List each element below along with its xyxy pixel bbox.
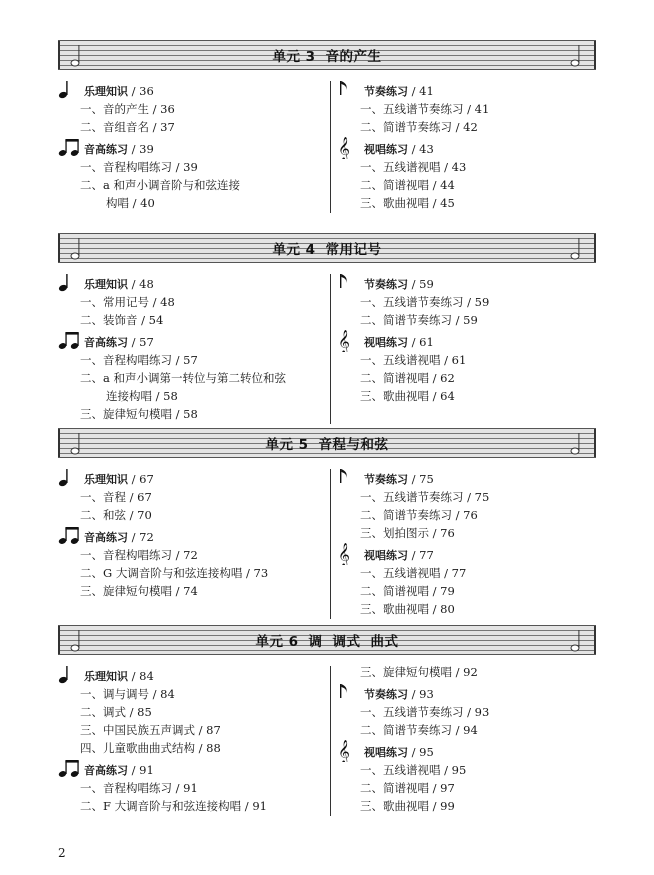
section-heading [338, 136, 596, 158]
unit-title-part: 单元 5 [265, 437, 309, 453]
section-page: / 84 [131, 669, 154, 683]
column-divider [330, 666, 331, 816]
toc-entry: 一、调与调号 / 84 [80, 687, 175, 701]
section-name: 乐理知识 [84, 473, 128, 486]
section-heading [58, 271, 324, 293]
section-heading [338, 739, 596, 761]
section-page: / 91 [131, 763, 154, 777]
toc-entry: 二、G 大调音阶与和弦连接构唱 / 73 [80, 566, 269, 580]
toc-entry: 一、五线谱节奏练习 / 93 [360, 705, 490, 719]
eighth-note-icon [338, 682, 352, 706]
unit-title-part: 音程与和弦 [318, 437, 389, 453]
section-heading [338, 542, 596, 564]
beamed-notes-icon [58, 758, 80, 782]
section-name: 乐理知识 [84, 670, 128, 683]
section-page: / 77 [411, 548, 434, 562]
section-page: / 72 [131, 530, 154, 544]
svg-text:𝄞: 𝄞 [338, 137, 350, 159]
section-page: / 95 [411, 745, 434, 759]
unit-banner [58, 625, 596, 655]
unit-title [58, 238, 596, 258]
unit-title-part: 调 [308, 634, 323, 650]
toc-entry: 一、五线谱节奏练习 / 41 [360, 102, 490, 116]
right-column [338, 78, 596, 212]
svg-text:𝄞: 𝄞 [338, 740, 350, 762]
section-page: / 59 [411, 277, 434, 291]
section-name: 视唱练习 [364, 549, 408, 562]
section-name: 音高练习 [84, 336, 128, 349]
unit-title-part: 单元 6 [255, 634, 299, 650]
toc-entry: 三、旋律短句模唱 / 74 [80, 584, 198, 598]
toc-entry: 二、音组音名 / 37 [80, 120, 175, 134]
toc-entry: 一、音程构唱练习 / 39 [80, 160, 198, 174]
beamed-notes-icon [58, 330, 80, 354]
unit-block [58, 625, 596, 815]
toc-entry: 一、音程构唱练习 / 72 [80, 548, 198, 562]
toc-entry: 三、旋律短句模唱 / 58 [80, 407, 198, 421]
section-name: 乐理知识 [84, 278, 128, 291]
unit-title-part: 单元 3 [272, 49, 316, 65]
section-heading [58, 663, 324, 685]
treble-clef-icon [338, 543, 352, 569]
section-heading [338, 466, 596, 488]
section-page: / 48 [131, 277, 154, 291]
toc-entry: 一、五线谱视唱 / 95 [360, 763, 467, 777]
toc-entry: 三、歌曲视唱 / 45 [360, 196, 455, 210]
toc-entry: 四、儿童歌曲曲式结构 / 88 [80, 741, 221, 755]
section-heading [58, 136, 324, 158]
toc-entry: 三、歌曲视唱 / 64 [360, 389, 455, 403]
section-heading [338, 681, 596, 703]
page-number: 2 [58, 846, 66, 860]
section-heading [338, 271, 596, 293]
toc-entry: 二、简谱视唱 / 97 [360, 781, 455, 795]
beamed-notes-icon [58, 137, 80, 161]
section-name: 乐理知识 [84, 85, 128, 98]
toc-entry: 二、简谱视唱 / 44 [360, 178, 455, 192]
toc-entry: 一、五线谱视唱 / 61 [360, 353, 467, 367]
beamed-notes-icon [58, 525, 80, 549]
svg-text:𝄞: 𝄞 [338, 543, 350, 565]
toc-entry: 一、常用记号 / 48 [80, 295, 175, 309]
toc-entry: 二、简谱节奏练习 / 76 [360, 508, 478, 522]
toc-entry: 构唱 / 40 [106, 196, 155, 210]
toc-entry: 二、简谱节奏练习 / 94 [360, 723, 478, 737]
section-page: / 43 [411, 142, 434, 156]
eighth-note-icon [338, 272, 352, 296]
section-page: / 93 [411, 687, 434, 701]
right-column [338, 271, 596, 405]
toc-entry: 一、音程构唱练习 / 57 [80, 353, 198, 367]
toc-entry: 一、音的产生 / 36 [80, 102, 175, 116]
section-name: 节奏练习 [364, 688, 408, 701]
section-heading [58, 78, 324, 100]
toc-entry: 二、a 和声小调第一转位与第二转位和弦 [80, 371, 287, 385]
toc-entry: 二、简谱视唱 / 62 [360, 371, 455, 385]
section-name: 节奏练习 [364, 85, 408, 98]
toc-entry: 一、五线谱视唱 / 77 [360, 566, 467, 580]
section-heading [58, 524, 324, 546]
unit-block [58, 428, 596, 618]
unit-banner [58, 428, 596, 458]
section-heading [58, 757, 324, 779]
treble-clef-icon [338, 330, 352, 356]
column-divider [330, 81, 331, 213]
section-name: 视唱练习 [364, 746, 408, 759]
section-page: / 61 [411, 335, 434, 349]
unit-title-part: 单元 4 [272, 242, 316, 258]
column-divider [330, 274, 331, 424]
toc-entry: 连接构唱 / 58 [106, 389, 178, 403]
section-name: 视唱练习 [364, 336, 408, 349]
quarter-note-icon [58, 272, 72, 296]
unit-title [58, 45, 596, 65]
unit-title [58, 630, 596, 650]
section-heading [58, 466, 324, 488]
toc-entry: 二、调式 / 85 [80, 705, 152, 719]
unit-title-part: 曲式 [370, 634, 399, 650]
section-name: 音高练习 [84, 764, 128, 777]
section-heading [338, 329, 596, 351]
section-name: 音高练习 [84, 531, 128, 544]
eighth-note-icon [338, 79, 352, 103]
section-page: / 36 [131, 84, 154, 98]
right-column [338, 663, 596, 815]
svg-text:𝄞: 𝄞 [338, 330, 350, 352]
quarter-note-icon [58, 664, 72, 688]
toc-entry: 二、简谱节奏练习 / 59 [360, 313, 478, 327]
section-heading [58, 329, 324, 351]
toc-entry: 一、五线谱节奏练习 / 75 [360, 490, 490, 504]
toc-entry: 三、歌曲视唱 / 99 [360, 799, 455, 813]
section-page: / 67 [131, 472, 154, 486]
section-page: / 39 [131, 142, 154, 156]
section-name: 节奏练习 [364, 473, 408, 486]
toc-entry: 三、划拍图示 / 76 [360, 526, 455, 540]
toc-entry: 二、简谱视唱 / 79 [360, 584, 455, 598]
toc-entry: 一、音程构唱练习 / 91 [80, 781, 198, 795]
unit-banner [58, 233, 596, 263]
unit-title-part: 调式 [332, 634, 361, 650]
treble-clef-icon [338, 740, 352, 766]
unit-block [58, 233, 596, 423]
toc-entry: 二、和弦 / 70 [80, 508, 152, 522]
section-name: 节奏练习 [364, 278, 408, 291]
toc-entry: 二、简谱节奏练习 / 42 [360, 120, 478, 134]
toc-entry: 一、五线谱节奏练习 / 59 [360, 295, 490, 309]
toc-entry: 二、a 和声小调音阶与和弦连接 [80, 178, 241, 192]
unit-title-part: 常用记号 [325, 242, 382, 258]
section-name: 视唱练习 [364, 143, 408, 156]
toc-entry: 三、中国民族五声调式 / 87 [80, 723, 221, 737]
left-column [58, 663, 324, 815]
column-divider [330, 469, 331, 619]
section-page: / 41 [411, 84, 434, 98]
left-column [58, 271, 324, 423]
unit-title-part: 音的产生 [325, 49, 382, 65]
toc-entry: 三、歌曲视唱 / 80 [360, 602, 455, 616]
left-column [58, 466, 324, 600]
unit-title [58, 433, 596, 453]
quarter-note-icon [58, 79, 72, 103]
toc-entry: 三、旋律短句模唱 / 92 [360, 665, 478, 679]
section-page: / 57 [131, 335, 154, 349]
right-column [338, 466, 596, 618]
eighth-note-icon [338, 467, 352, 491]
treble-clef-icon [338, 137, 352, 163]
toc-entry: 一、五线谱视唱 / 43 [360, 160, 467, 174]
section-name: 音高练习 [84, 143, 128, 156]
unit-banner [58, 40, 596, 70]
section-page: / 75 [411, 472, 434, 486]
section-heading [338, 78, 596, 100]
quarter-note-icon [58, 467, 72, 491]
left-column [58, 78, 324, 212]
toc-entry: 一、音程 / 67 [80, 490, 152, 504]
toc-entry: 二、F 大调音阶与和弦连接构唱 / 91 [80, 799, 267, 813]
toc-entry: 二、装饰音 / 54 [80, 313, 164, 327]
unit-block [58, 40, 596, 212]
